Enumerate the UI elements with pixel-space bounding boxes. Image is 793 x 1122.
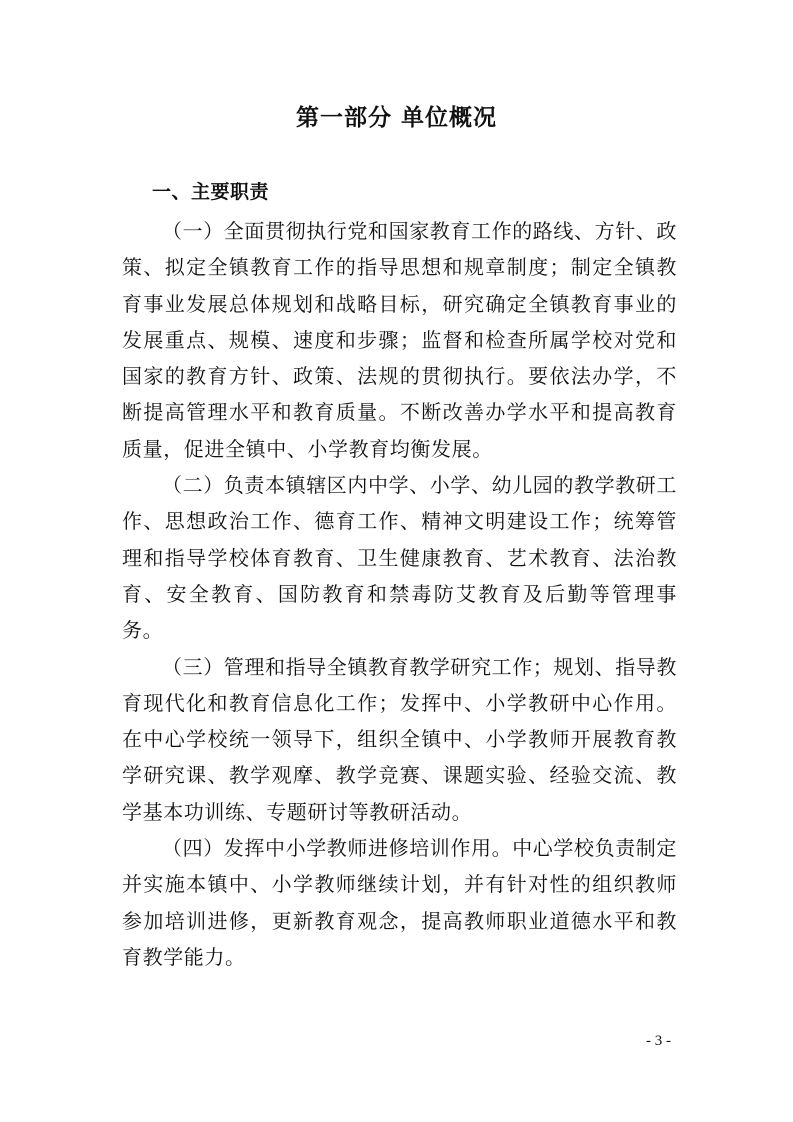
paragraph-duty-2: （二）负责本镇辖区内中学、小学、幼儿园的教学教研工作、思想政治工作、德育工作、精神文明建设工作；统筹管理和指导学校体育教育、卫生健康教育、艺术教育、法治教育、安全教育、国防教育和禁毒防艾教育及后勤等管理事务。 (122, 473, 677, 643)
page-number: - 3 - (646, 1033, 671, 1049)
page-title: 第一部分 单位概况 (295, 105, 497, 131)
paragraph-duty-4: （四）发挥中小学教师进修培训作用。中心学校负责制定并实施本镇中、小学教师继续计划，并有针对性的组织教师参加培训进修，更新教育观念，提高教师职业道德水平和教育教学能力。 (122, 836, 677, 969)
body-text (122, 213, 677, 975)
paragraph-duty-1: （一）全面贯彻执行党和国家教育工作的路线、方针、政策、拟定全镇教育工作的指导思想和规章制度；制定全镇教育事业发展总体规划和战略目标，研究确定全镇教育事业的发展重点、规模、速度和步骤；监督和检查所属学校对党和国家的教育方针、政策、法规的贯彻执行。要依法办学，不断提高管理水平和教育质量。不断改善办学水平和提高教育质量，促进全镇中、小学教育均衡发展。 (122, 219, 677, 461)
paragraph-duty-3: （三）管理和指导全镇教育教学研究工作；规划、指导教育现代化和教育信息化工作；发挥中、小学教研中心作用。在中心学校统一领导下，组织全镇中、小学教师开展教育教学研究课、教学观摩、教学竞赛、课题实验、经验交流、教学基本功训练、专题研讨等教研活动。 (122, 654, 677, 824)
section-heading: 一、主要职责 (152, 181, 270, 203)
